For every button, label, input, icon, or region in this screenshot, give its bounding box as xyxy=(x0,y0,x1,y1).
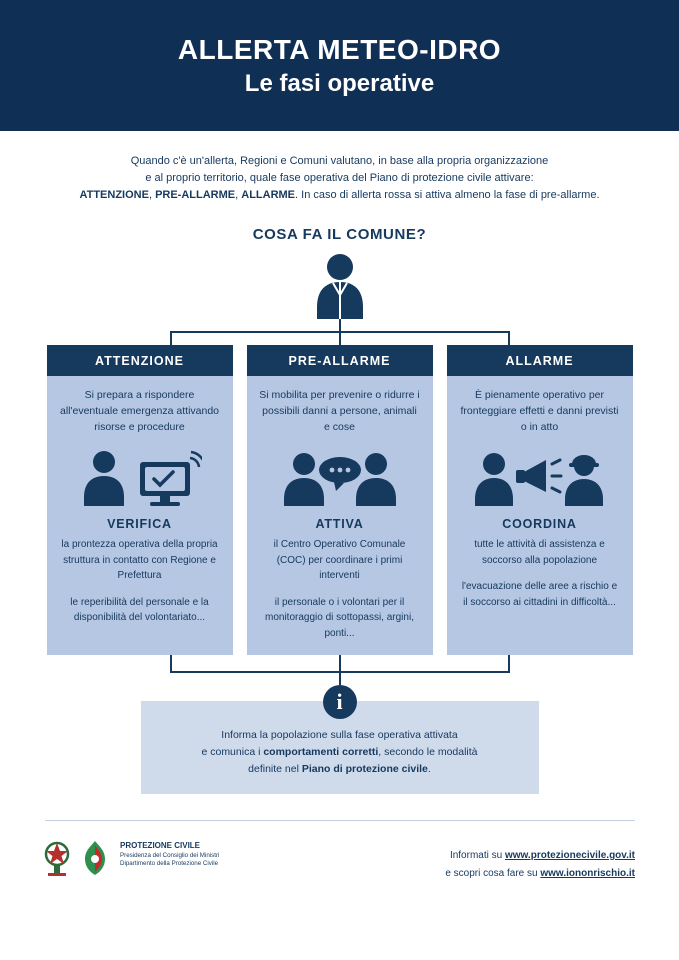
intro-line-2: e al proprio territorio, quale fase operativa del Piano di protezione civile attivare: xyxy=(145,172,534,185)
info-line-3-bold: Piano di protezione civile xyxy=(301,762,428,775)
intro-line-3-tail: . In caso di allerta rossa si attiva almeno la fase di pre-allarme. xyxy=(295,189,600,202)
intro-line-1: Quando c'è un'allerta, Regioni e Comuni valutano, in base alla propria organizzazione xyxy=(130,155,549,167)
connector-bottom-stub-left xyxy=(170,655,172,671)
footer-logo-sub1: Presidenza del Consiglio dei Ministri xyxy=(120,851,220,859)
intro-sep-1: , xyxy=(148,189,156,202)
connector-top-stub-center xyxy=(339,331,341,345)
connector-bottom-stub-right xyxy=(508,655,510,671)
municipality-person-icon-wrap xyxy=(0,251,679,319)
footer-info-line xyxy=(445,847,635,865)
info-line-3-post: . xyxy=(427,762,431,775)
phase-action-verifica: VERIFICA xyxy=(107,517,172,532)
phase-body-line-1: il Centro Operativo Comunale (COC) per coordinare i primi interventi xyxy=(273,539,406,582)
connector-top xyxy=(80,319,600,345)
info-line-2-pre: e comunica i xyxy=(201,746,264,759)
phase-description-preallarme: Si mobilita per prevenire o ridurre i possibili danni a persone, animali e cose xyxy=(259,389,420,433)
phase-body-line-2: le reperibilità del personale e la disponibilità del volontariato... xyxy=(70,596,209,624)
intro-line-3 xyxy=(70,187,609,204)
phase-card-preallarme xyxy=(247,345,433,655)
footer-link-iononrischio[interactable]: www.iononrischio.it xyxy=(540,867,635,879)
intro-sep-2: , xyxy=(235,189,242,202)
connector-top-stub-left xyxy=(170,331,172,345)
footer-links xyxy=(445,839,635,883)
phase-title-preallarme: PRE-ALLARME xyxy=(247,345,433,376)
page-footer xyxy=(0,821,679,883)
connector-bottom-stub-center xyxy=(339,655,341,671)
phase-action-coordina: COORDINA xyxy=(502,517,577,532)
connector-top-vertical xyxy=(339,319,341,331)
section-question: COSA FA IL COMUNE? xyxy=(252,226,427,244)
phase-action-attiva: ATTIVA xyxy=(315,517,364,532)
phase-description-attenzione: Si prepara a rispondere all'eventuale emergenza attivando risorse e procedure xyxy=(59,389,220,433)
info-line-3 xyxy=(171,761,509,778)
phase-icon-wrap-preallarme xyxy=(247,441,433,517)
footer-logos xyxy=(44,839,219,879)
phase-description-allarme: È pienamente operativo per fronteggiare effetti e danni previsti o in atto xyxy=(460,389,619,433)
info-line-3-pre: definite nel xyxy=(248,762,302,775)
info-line-2-bold: comportamenti corretti xyxy=(263,746,379,759)
footer-info-prefix: Informati su xyxy=(449,849,505,861)
intro-phase-attenzione: ATTENZIONE xyxy=(79,189,149,202)
phase-card-allarme xyxy=(447,345,633,655)
phase-body-line-1: la prontezza operativa della propria struttura in contatto con Regione e Prefettura xyxy=(61,539,218,582)
intro-text xyxy=(0,131,679,204)
phase-body-line-2: l'evacuazione delle aree a rischio e il soccorso ai cittadini in difficoltà... xyxy=(461,581,618,608)
italian-republic-emblem-icon xyxy=(44,839,70,879)
info-line-2-post: , secondo le modalità xyxy=(378,746,478,759)
phases-columns xyxy=(0,345,679,655)
phase-body-preallarme xyxy=(247,537,433,641)
page-subtitle: Le fasi operative xyxy=(244,69,435,97)
info-line-2 xyxy=(171,744,509,761)
footer-link-protezionecivile[interactable]: www.protezionecivile.gov.it xyxy=(504,849,635,861)
phase-body-attenzione xyxy=(47,537,233,626)
phase-title-attenzione: ATTENZIONE xyxy=(47,345,233,376)
two-people-talking-icon xyxy=(278,448,402,510)
phase-title-allarme: ALLARME xyxy=(447,345,633,376)
intro-phase-allarme: ALLARME xyxy=(241,189,296,202)
footer-logo-sub2: Dipartimento della Protezione Civile xyxy=(120,859,219,867)
footer-discover-line xyxy=(445,865,635,883)
footer-logo-title: PROTEZIONE CIVILE xyxy=(120,840,201,850)
phase-body-line-2: il personale o i volontari per il monitoraggio di sottopassi, argini, ponti... xyxy=(265,596,414,639)
person-monitor-icon xyxy=(78,448,202,510)
municipality-person-icon xyxy=(309,251,371,319)
megaphone-team-icon xyxy=(472,448,608,510)
page-title: ALLERTA METEO-IDRO xyxy=(177,33,502,65)
phase-icon-wrap-attenzione xyxy=(47,441,233,517)
intro-phase-preallarme: PRE-ALLARME xyxy=(155,189,236,202)
connector-bottom xyxy=(80,655,600,685)
connector-top-stub-right xyxy=(508,331,510,345)
connector-bottom-vertical xyxy=(339,671,341,685)
footer-discover-prefix: e scopri cosa fare su xyxy=(445,867,541,879)
footer-logo-text xyxy=(120,841,219,869)
page-header xyxy=(0,0,679,131)
phase-body-line-1: tutte le attività di assistenza e soccorso alla popolazione xyxy=(474,539,605,566)
info-line-1: Informa la popolazione sulla fase operativa attivata xyxy=(221,729,458,742)
phase-card-attenzione xyxy=(47,345,233,655)
phase-icon-wrap-allarme xyxy=(447,441,633,517)
civil-protection-logo-icon xyxy=(82,839,108,879)
info-icon: i xyxy=(323,685,357,719)
phase-body-allarme xyxy=(447,537,633,610)
info-icon-wrap xyxy=(0,685,679,719)
